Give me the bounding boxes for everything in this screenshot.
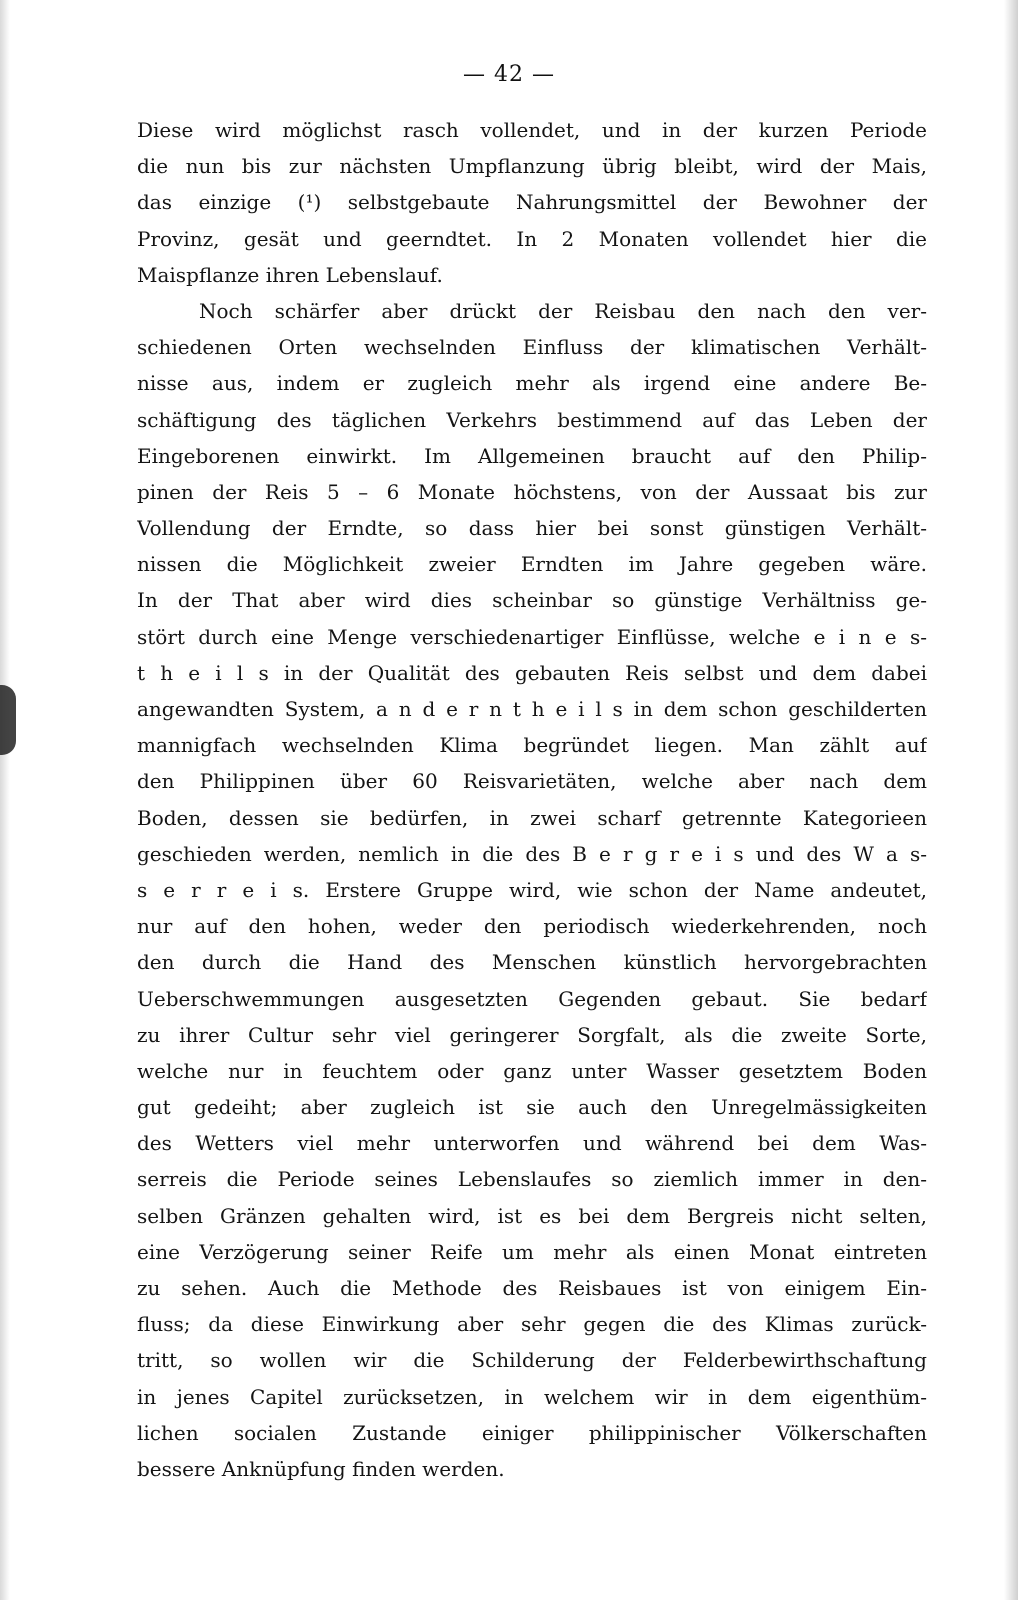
text-line: pinen der Reis 5 – 6 Monate höchstens, von der Aussaat bis zur — [137, 479, 927, 504]
page-right-edge-shadow — [1004, 0, 1018, 1600]
text-line: tritt, so wollen wir die Schilderung der Felderbewirthschaftung — [137, 1348, 927, 1373]
text-line: Noch schärfer aber drückt der Reisbau den nach den ver- — [199, 298, 927, 323]
text-line: Diese wird möglichst rasch vollendet, und in der kurzen Periode — [137, 118, 927, 142]
page-number: — 42 — — [463, 62, 555, 87]
text-line: Maispflanze ihren Lebenslauf. — [137, 262, 443, 287]
text-line: In der That aber wird dies scheinbar so günstige Verhältniss ge- — [137, 588, 927, 613]
text-line: in jenes Capitel zurücksetzen, in welchem wir in dem eigenthüm- — [137, 1384, 927, 1409]
text-line: Vollendung der Erndte, so dass hier bei sonst günstigen Verhält- — [137, 516, 927, 541]
text-line: mannigfach wechselnden Klima begründet liegen. Man zählt auf — [137, 733, 927, 758]
text-line: die nun bis zur nächsten Umpflanzung übrig bleibt, wird der Mais, — [137, 154, 927, 179]
text-line: angewandten System, a n d e r n t h e i l s in dem schon geschilderten — [137, 697, 927, 721]
text-line: nissen die Möglichkeit zweier Erndten im Jahre gegeben wäre. — [137, 552, 927, 577]
body-text — [137, 112, 927, 1487]
text-line: das einzige (¹) selbstgebaute Nahrungsmittel der Bewohner der — [137, 190, 927, 215]
text-line: Ueberschwemmungen ausgesetzten Gegenden gebaut. Sie bedarf — [137, 986, 927, 1011]
text-line: gut gedeiht; aber zugleich ist sie auch den Unregelmässigkeiten — [137, 1095, 927, 1120]
text-line: fluss; da diese Einwirkung aber sehr gegen die des Klimas zurück- — [137, 1312, 927, 1337]
text-line: schiedenen Orten wechselnden Einfluss der klimatischen Verhält- — [137, 335, 927, 360]
text-line: stört durch eine Menge verschiedenartiger Einflüsse, welche e i n e s- — [137, 624, 927, 649]
text-line: eine Verzögerung seiner Reife um mehr als einen Monat eintreten — [137, 1239, 927, 1264]
text-line: schäftigung des täglichen Verkehrs bestimmend auf das Leben der — [137, 407, 927, 432]
text-line: nisse aus, indem er zugleich mehr als irgend eine andere Be- — [137, 371, 927, 396]
text-line: den Philippinen über 60 Reisvarietäten, welche aber nach dem — [137, 769, 927, 794]
text-line: selben Gränzen gehalten wird, ist es bei dem Bergreis nicht selten, — [137, 1203, 927, 1228]
text-line: welche nur in feuchtem oder ganz unter Wasser gesetztem Boden — [137, 1058, 927, 1083]
text-line: t h e i l s in der Qualität des gebauten Reis selbst und dem dabei — [137, 660, 927, 685]
page-left-edge-shadow — [0, 0, 10, 1600]
text-line: s e r r e i s. Erstere Gruppe wird, wie schon der Name andeutet, — [137, 877, 927, 902]
text-line: Provinz, gesät und geerndtet. In 2 Monaten vollendet hier die — [137, 226, 927, 251]
text-line: den durch die Hand des Menschen künstlich hervorgebrachten — [137, 950, 927, 975]
text-line: geschieden werden, nemlich in die des B e r g r e i s und des W a s- — [137, 841, 927, 866]
text-line: zu ihrer Cultur sehr viel geringerer Sorgfalt, als die zweite Sorte, — [137, 1022, 927, 1047]
text-line: lichen socialen Zustande einiger philippinischer Völkerschaften — [137, 1420, 927, 1445]
text-line: nur auf den hohen, weder den periodisch wiederkehrenden, noch — [137, 914, 927, 939]
text-line: serreis die Periode seines Lebenslaufes so ziemlich immer in den- — [137, 1167, 927, 1192]
scan-smudge — [0, 685, 16, 755]
text-line: bessere Anknüpfung finden werden. — [137, 1456, 505, 1481]
text-line: Eingeborenen einwirkt. Im Allgemeinen braucht auf den Philip- — [137, 443, 927, 468]
text-line: zu sehen. Auch die Methode des Reisbaues ist von einigem Ein- — [137, 1276, 927, 1300]
text-line: des Wetters viel mehr unterworfen und während bei dem Was- — [137, 1131, 927, 1156]
text-line: Boden, dessen sie bedürfen, in zwei scharf getrennte Kategorieen — [137, 805, 927, 830]
